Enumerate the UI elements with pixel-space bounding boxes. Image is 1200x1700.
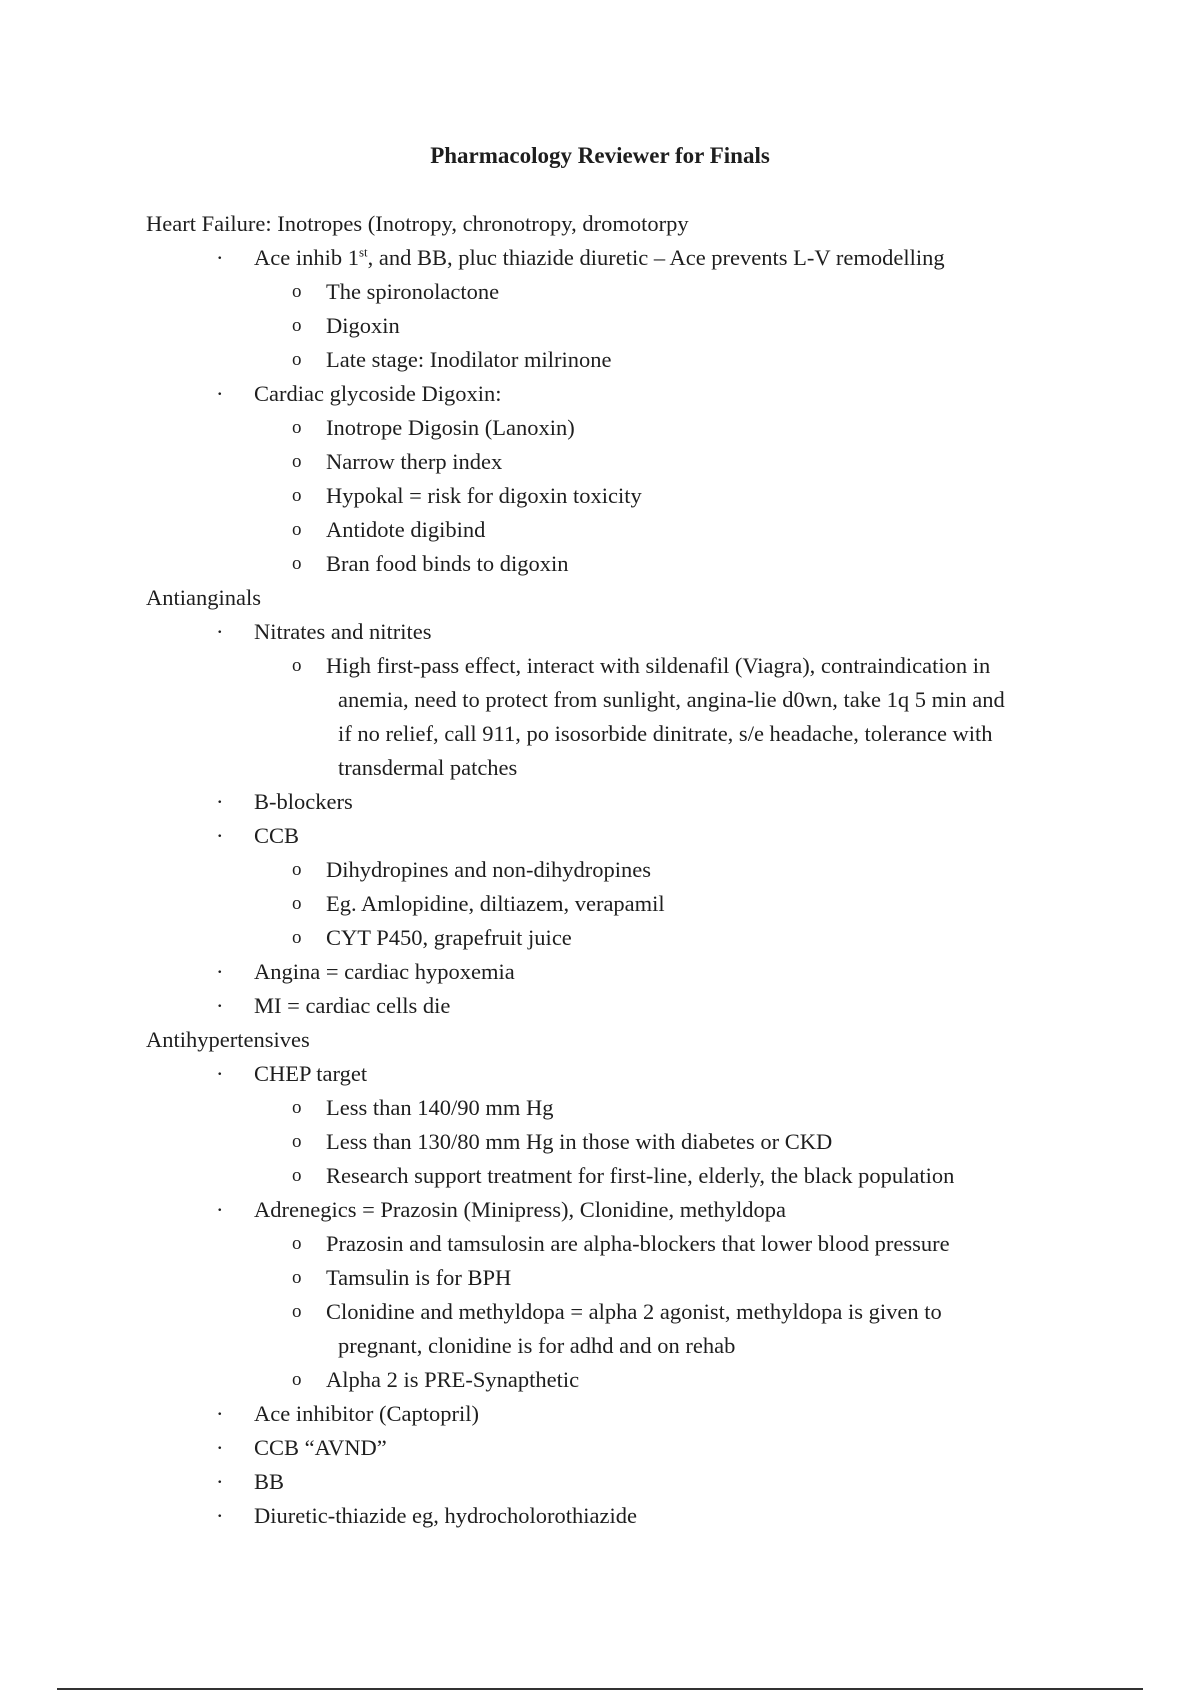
list-item: · Ace inhibitor (Captopril) (146, 1397, 1066, 1431)
heart-failure-list (146, 241, 1066, 581)
circle-bullet-icon: o (292, 519, 302, 540)
circle-bullet-icon: o (292, 1369, 302, 1390)
bullet-icon: · (216, 959, 224, 984)
sub-list-item: o Inotrope Digosin (Lanoxin) (146, 411, 1066, 445)
sub-list-item: o The spironolactone (146, 275, 1066, 309)
sub-list-item: o Prazosin and tamsulosin are alpha-blockers that lower blood pressure (146, 1227, 1066, 1261)
footer-divider (57, 1688, 1143, 1690)
section-heading-antihypertensives: Antihypertensives (146, 1027, 310, 1052)
circle-bullet-icon: o (292, 315, 302, 336)
document-body (146, 207, 1066, 1533)
sub-list-item: o Eg. Amlopidine, diltiazem, verapamil (146, 887, 1066, 921)
circle-bullet-icon: o (292, 1267, 302, 1288)
list-item: · Diuretic-thiazide eg, hydrocholorothiazide (146, 1499, 1066, 1533)
sub-list-item: o Narrow therp index (146, 445, 1066, 479)
sub-list-item: o Antidote digibind (146, 513, 1066, 547)
circle-bullet-icon: o (292, 553, 302, 574)
sub-list-item: o Bran food binds to digoxin (146, 547, 1066, 581)
sub-list-item: o High first-pass effect, interact with sildenafil (Viagra), contraindication in anemia, need to protect from sunlight, angina-lie d0wn, take 1q 5 min and if no relief, call 911, po isosorbide dinitrate, s/e headache, tolerance with transdermal patches (146, 649, 1066, 785)
list-item: · Cardiac glycoside Digoxin: (146, 377, 1066, 411)
sub-list-item: o CYT P450, grapefruit juice (146, 921, 1066, 955)
bullet-icon: · (216, 1401, 224, 1426)
list-item: · BB (146, 1465, 1066, 1499)
list-item: · Adrenegics = Prazosin (Minipress), Clonidine, methyldopa (146, 1193, 1066, 1227)
circle-bullet-icon: o (292, 485, 302, 506)
bullet-icon: · (216, 619, 224, 644)
list-item: · CCB “AVND” (146, 1431, 1066, 1465)
sub-list-item: o Dihydropines and non-dihydropines (146, 853, 1066, 887)
circle-bullet-icon: o (292, 451, 302, 472)
list-item: · Angina = cardiac hypoxemia (146, 955, 1066, 989)
section-heading-antianginals: Antianginals (146, 585, 261, 610)
circle-bullet-icon: o (292, 1097, 302, 1118)
circle-bullet-icon: o (292, 655, 302, 676)
circle-bullet-icon: o (292, 893, 302, 914)
list-item-text: Ace inhib 1st, and BB, pluc thiazide diuretic – Ace prevents L-V remodelling (254, 244, 945, 270)
page-title: Pharmacology Reviewer for Finals (430, 143, 770, 168)
list-item: · CCB (146, 819, 1066, 853)
bullet-icon: · (216, 245, 224, 270)
bullet-icon: · (216, 823, 224, 848)
circle-bullet-icon: o (292, 1301, 302, 1322)
circle-bullet-icon: o (292, 281, 302, 302)
bullet-icon: · (216, 381, 224, 406)
bullet-icon: · (216, 1435, 224, 1460)
bullet-icon: · (216, 993, 224, 1018)
circle-bullet-icon: o (292, 859, 302, 880)
sub-list-item: o Late stage: Inodilator milrinone (146, 343, 1066, 377)
circle-bullet-icon: o (292, 1233, 302, 1254)
sub-list-item: o Less than 130/80 mm Hg in those with diabetes or CKD (146, 1125, 1066, 1159)
circle-bullet-icon: o (292, 1165, 302, 1186)
bullet-icon: · (216, 789, 224, 814)
list-item: · CHEP target (146, 1057, 1066, 1091)
sub-list-item: o Less than 140/90 mm Hg (146, 1091, 1066, 1125)
circle-bullet-icon: o (292, 927, 302, 948)
list-item (146, 241, 1066, 275)
antihypertensives-list (146, 1057, 1066, 1533)
antianginals-list (146, 615, 1066, 1023)
bullet-icon: · (216, 1061, 224, 1086)
list-item: · Nitrates and nitrites (146, 615, 1066, 649)
bullet-icon: · (216, 1503, 224, 1528)
sub-list-item: o Research support treatment for first-line, elderly, the black population (146, 1159, 1066, 1193)
sub-list-item: o Tamsulin is for BPH (146, 1261, 1066, 1295)
sub-list-item: o Digoxin (146, 309, 1066, 343)
bullet-icon: · (216, 1197, 224, 1222)
circle-bullet-icon: o (292, 349, 302, 370)
list-item: · MI = cardiac cells die (146, 989, 1066, 1023)
circle-bullet-icon: o (292, 1131, 302, 1152)
sub-list-item: o Hypokal = risk for digoxin toxicity (146, 479, 1066, 513)
section-heading-heart-failure: Heart Failure: Inotropes (Inotropy, chronotropy, dromotorpy (146, 211, 689, 236)
list-item: · B-blockers (146, 785, 1066, 819)
circle-bullet-icon: o (292, 417, 302, 438)
sub-list-item: o Alpha 2 is PRE-Synapthetic (146, 1363, 1066, 1397)
bullet-icon: · (216, 1469, 224, 1494)
sub-list-item: o Clonidine and methyldopa = alpha 2 agonist, methyldopa is given to pregnant, clonidine is for adhd and on rehab (146, 1295, 1066, 1363)
